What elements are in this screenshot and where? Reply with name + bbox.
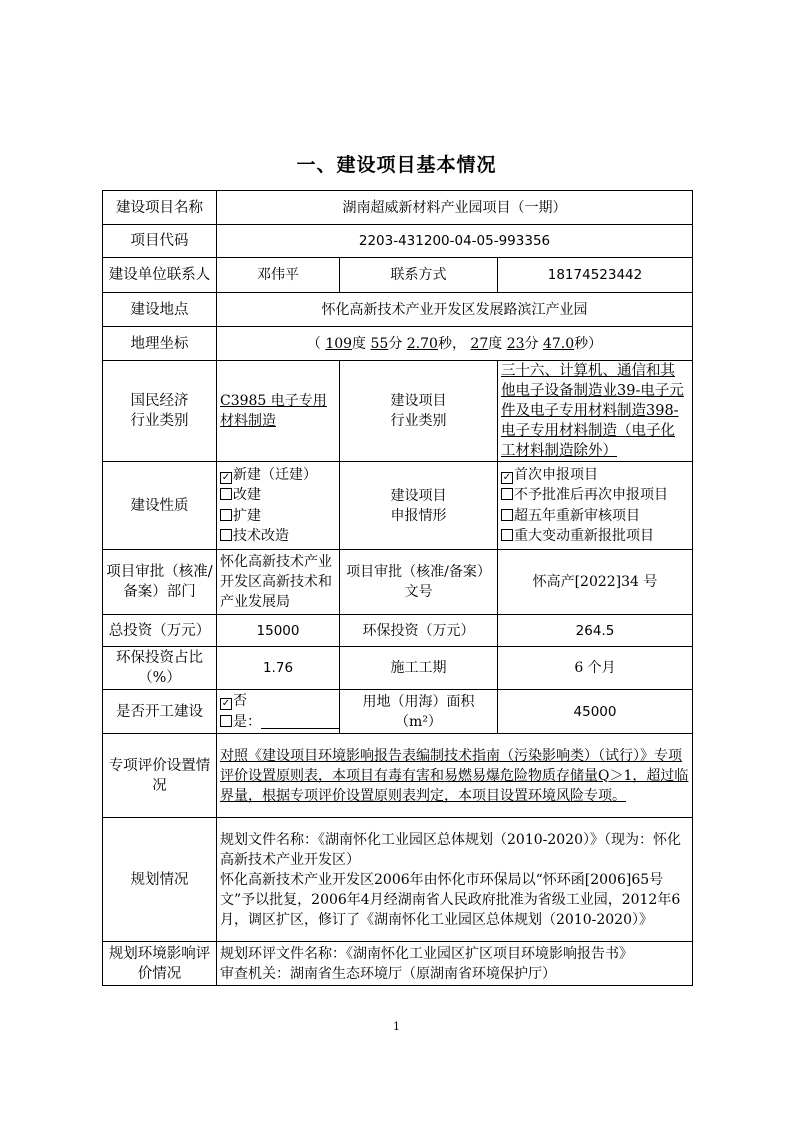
declaration-label-line-1: 建设项目	[390, 487, 447, 504]
plan-eia-value	[217, 942, 693, 986]
project-code-value: 2203-431200-04-05-993356	[217, 225, 693, 258]
area-value: 45000	[498, 690, 693, 734]
env-investment-label: 环保投资（万元）	[340, 615, 498, 647]
investment-value: 15000	[217, 615, 340, 647]
checkbox-icon	[220, 488, 232, 500]
row-project-name	[103, 191, 693, 225]
checkbox-icon	[220, 715, 232, 727]
declaration-option[interactable]: 超五年重新审核项目	[501, 506, 689, 527]
approval-doc: 怀高产[2022]34 号	[498, 550, 693, 615]
approval-dept-label: 项目审批（核准/备案）部门	[103, 550, 217, 615]
sec-unit: 秒	[437, 335, 452, 352]
period-label: 施工工期	[340, 647, 498, 690]
min-unit: 分	[524, 335, 539, 352]
coord-separator: ，	[451, 335, 466, 352]
nature-option[interactable]: 扩建	[220, 506, 336, 527]
row-ratio	[103, 647, 693, 690]
deg-unit: 度	[352, 335, 367, 352]
ratio-label: 环保投资占比（%）	[103, 647, 217, 690]
row-coordinates	[103, 327, 693, 361]
checkbox-icon: ✓	[502, 471, 512, 483]
contact-phone: 18174523442	[498, 258, 693, 293]
industry-value: C3985 电子专用材料制造	[217, 361, 340, 462]
location-value: 怀化高新技术产业开发区发展路滨江产业园	[217, 293, 693, 327]
started-options	[217, 690, 340, 734]
deg-unit: 度	[488, 335, 503, 352]
project-industry-value: 三十六、计算机、通信和其他电子设备制造业39-电子元件及电子专用材料制造398-电子专用材料制造（电子化工材料制造除外）	[498, 361, 693, 462]
coord-suffix: 秒）	[574, 335, 603, 352]
row-special-eval	[103, 734, 693, 818]
nature-label: 建设性质	[103, 462, 217, 550]
checkbox-icon	[501, 529, 513, 541]
row-approval	[103, 550, 693, 615]
project-name-value: 湖南超威新材料产业园项目（一期）	[217, 191, 693, 225]
special-eval-label: 专项评价设置情况	[103, 734, 217, 818]
project-industry-label-line-2: 行业类别	[390, 413, 447, 429]
coordinates-label: 地理坐标	[103, 327, 217, 361]
checkbox-icon	[501, 509, 513, 521]
contact-method-label: 联系方式	[340, 258, 498, 293]
started-yes-blank[interactable]	[261, 714, 340, 729]
project-code-label: 项目代码	[103, 225, 217, 258]
contact-label: 建设单位联系人	[103, 258, 217, 293]
row-started	[103, 690, 693, 734]
started-yes-option[interactable]: 是：	[220, 712, 336, 733]
project-industry-label	[340, 361, 498, 462]
plan-eia-label: 规划环境影响评价情况	[103, 942, 217, 986]
checkbox-icon	[501, 488, 513, 500]
coordinates-value	[217, 327, 693, 361]
coord-prefix: （	[306, 335, 321, 352]
min-unit: 分	[388, 335, 403, 352]
declaration-option[interactable]: 不予批准后再次申报项目	[501, 485, 689, 506]
lat-seconds: 47.0	[542, 335, 575, 352]
location-label: 建设地点	[103, 293, 217, 327]
page-title: 一、建设项目基本情况	[296, 154, 497, 176]
declaration-label-line-2: 申报情形	[390, 507, 447, 524]
ratio-value: 1.76	[217, 647, 340, 690]
period-value: 6 个月	[498, 647, 693, 690]
env-investment-value: 264.5	[498, 615, 693, 647]
row-project-code	[103, 225, 693, 258]
lon-minutes: 55	[370, 335, 389, 352]
project-industry-label-line-1: 建设项目	[390, 393, 447, 409]
checkbox-icon: ✓	[221, 698, 231, 709]
checkbox-icon	[220, 529, 232, 541]
lat-degrees: 27	[470, 335, 489, 352]
approval-doc-label: 项目审批（核准/备案）文号	[340, 550, 498, 615]
declaration-options	[498, 462, 693, 550]
lat-minutes: 23	[506, 335, 525, 352]
planning-file: 规划文件名称：《湖南怀化工业园区总体规划（2010-2020）》（现为：怀化高新技术产业开发区）	[220, 831, 681, 868]
declaration-option[interactable]: ✓ 首次申报项目	[502, 466, 598, 483]
declaration-label	[340, 462, 498, 550]
checkbox-icon: ✓	[221, 471, 231, 483]
nature-option[interactable]: 改建	[220, 485, 336, 506]
planning-label: 规划情况	[103, 818, 217, 942]
nature-option[interactable]: ✓ 新建（迁建）	[221, 466, 317, 483]
row-investment	[103, 615, 693, 647]
plan-eia-authority: 审查机关：湖南省生态环境厅（原湖南省环境保护厅）	[220, 965, 556, 982]
project-name-label: 建设项目名称	[103, 191, 217, 225]
project-info-table	[102, 190, 693, 986]
row-nature	[103, 462, 693, 550]
row-location	[103, 293, 693, 327]
industry-label-line-1: 国民经济	[130, 393, 189, 409]
industry-label-line-2: 行业类别	[130, 413, 189, 429]
industry-label	[103, 361, 217, 462]
plan-eia-file: 规划环评文件名称：《湖南怀化工业园区扩区项目环境影响报告书》	[220, 945, 633, 962]
page-number: 1	[393, 1020, 400, 1033]
checkbox-icon	[220, 509, 232, 521]
declaration-option[interactable]: 重大变动重新报批项目	[501, 526, 689, 547]
row-planning	[103, 818, 693, 942]
area-label: 用地（用海）面积（m²）	[340, 690, 498, 734]
planning-value	[217, 818, 693, 942]
planning-history: 怀化高新技术产业开发区2006年由怀化市环保局以“怀环函[2006]65号文”予以批复，2006年4月经湖南省人民政府批准为省级工业园，2012年6月，调区扩区，修订了《湖南怀化工业园区总体规划（2010-2020）》	[220, 871, 681, 928]
lon-degrees: 109	[325, 335, 353, 352]
approval-dept: 怀化高新技术产业开发区高新技术和产业发展局	[217, 550, 340, 615]
row-industry	[103, 361, 693, 462]
special-eval-value: 对照《建设项目环境影响报告表编制技术指南（污染影响类）（试行）》专项评价设置原则表，本项目有毒有害和易燃易爆危险物质存储量Q＞1，超过临界量，根据专项评价设置原则表判定，本项目设置环境风险专项。	[217, 734, 693, 818]
started-label: 是否开工建设	[103, 690, 217, 734]
nature-option[interactable]: 技术改造	[220, 526, 336, 547]
row-plan-eia	[103, 942, 693, 986]
investment-label: 总投资（万元）	[103, 615, 217, 647]
started-no-option[interactable]: ✓ 否	[221, 693, 247, 709]
lon-seconds: 2.70	[406, 335, 438, 352]
contact-person: 邓伟平	[217, 258, 340, 293]
nature-options	[217, 462, 340, 550]
row-contact	[103, 258, 693, 293]
